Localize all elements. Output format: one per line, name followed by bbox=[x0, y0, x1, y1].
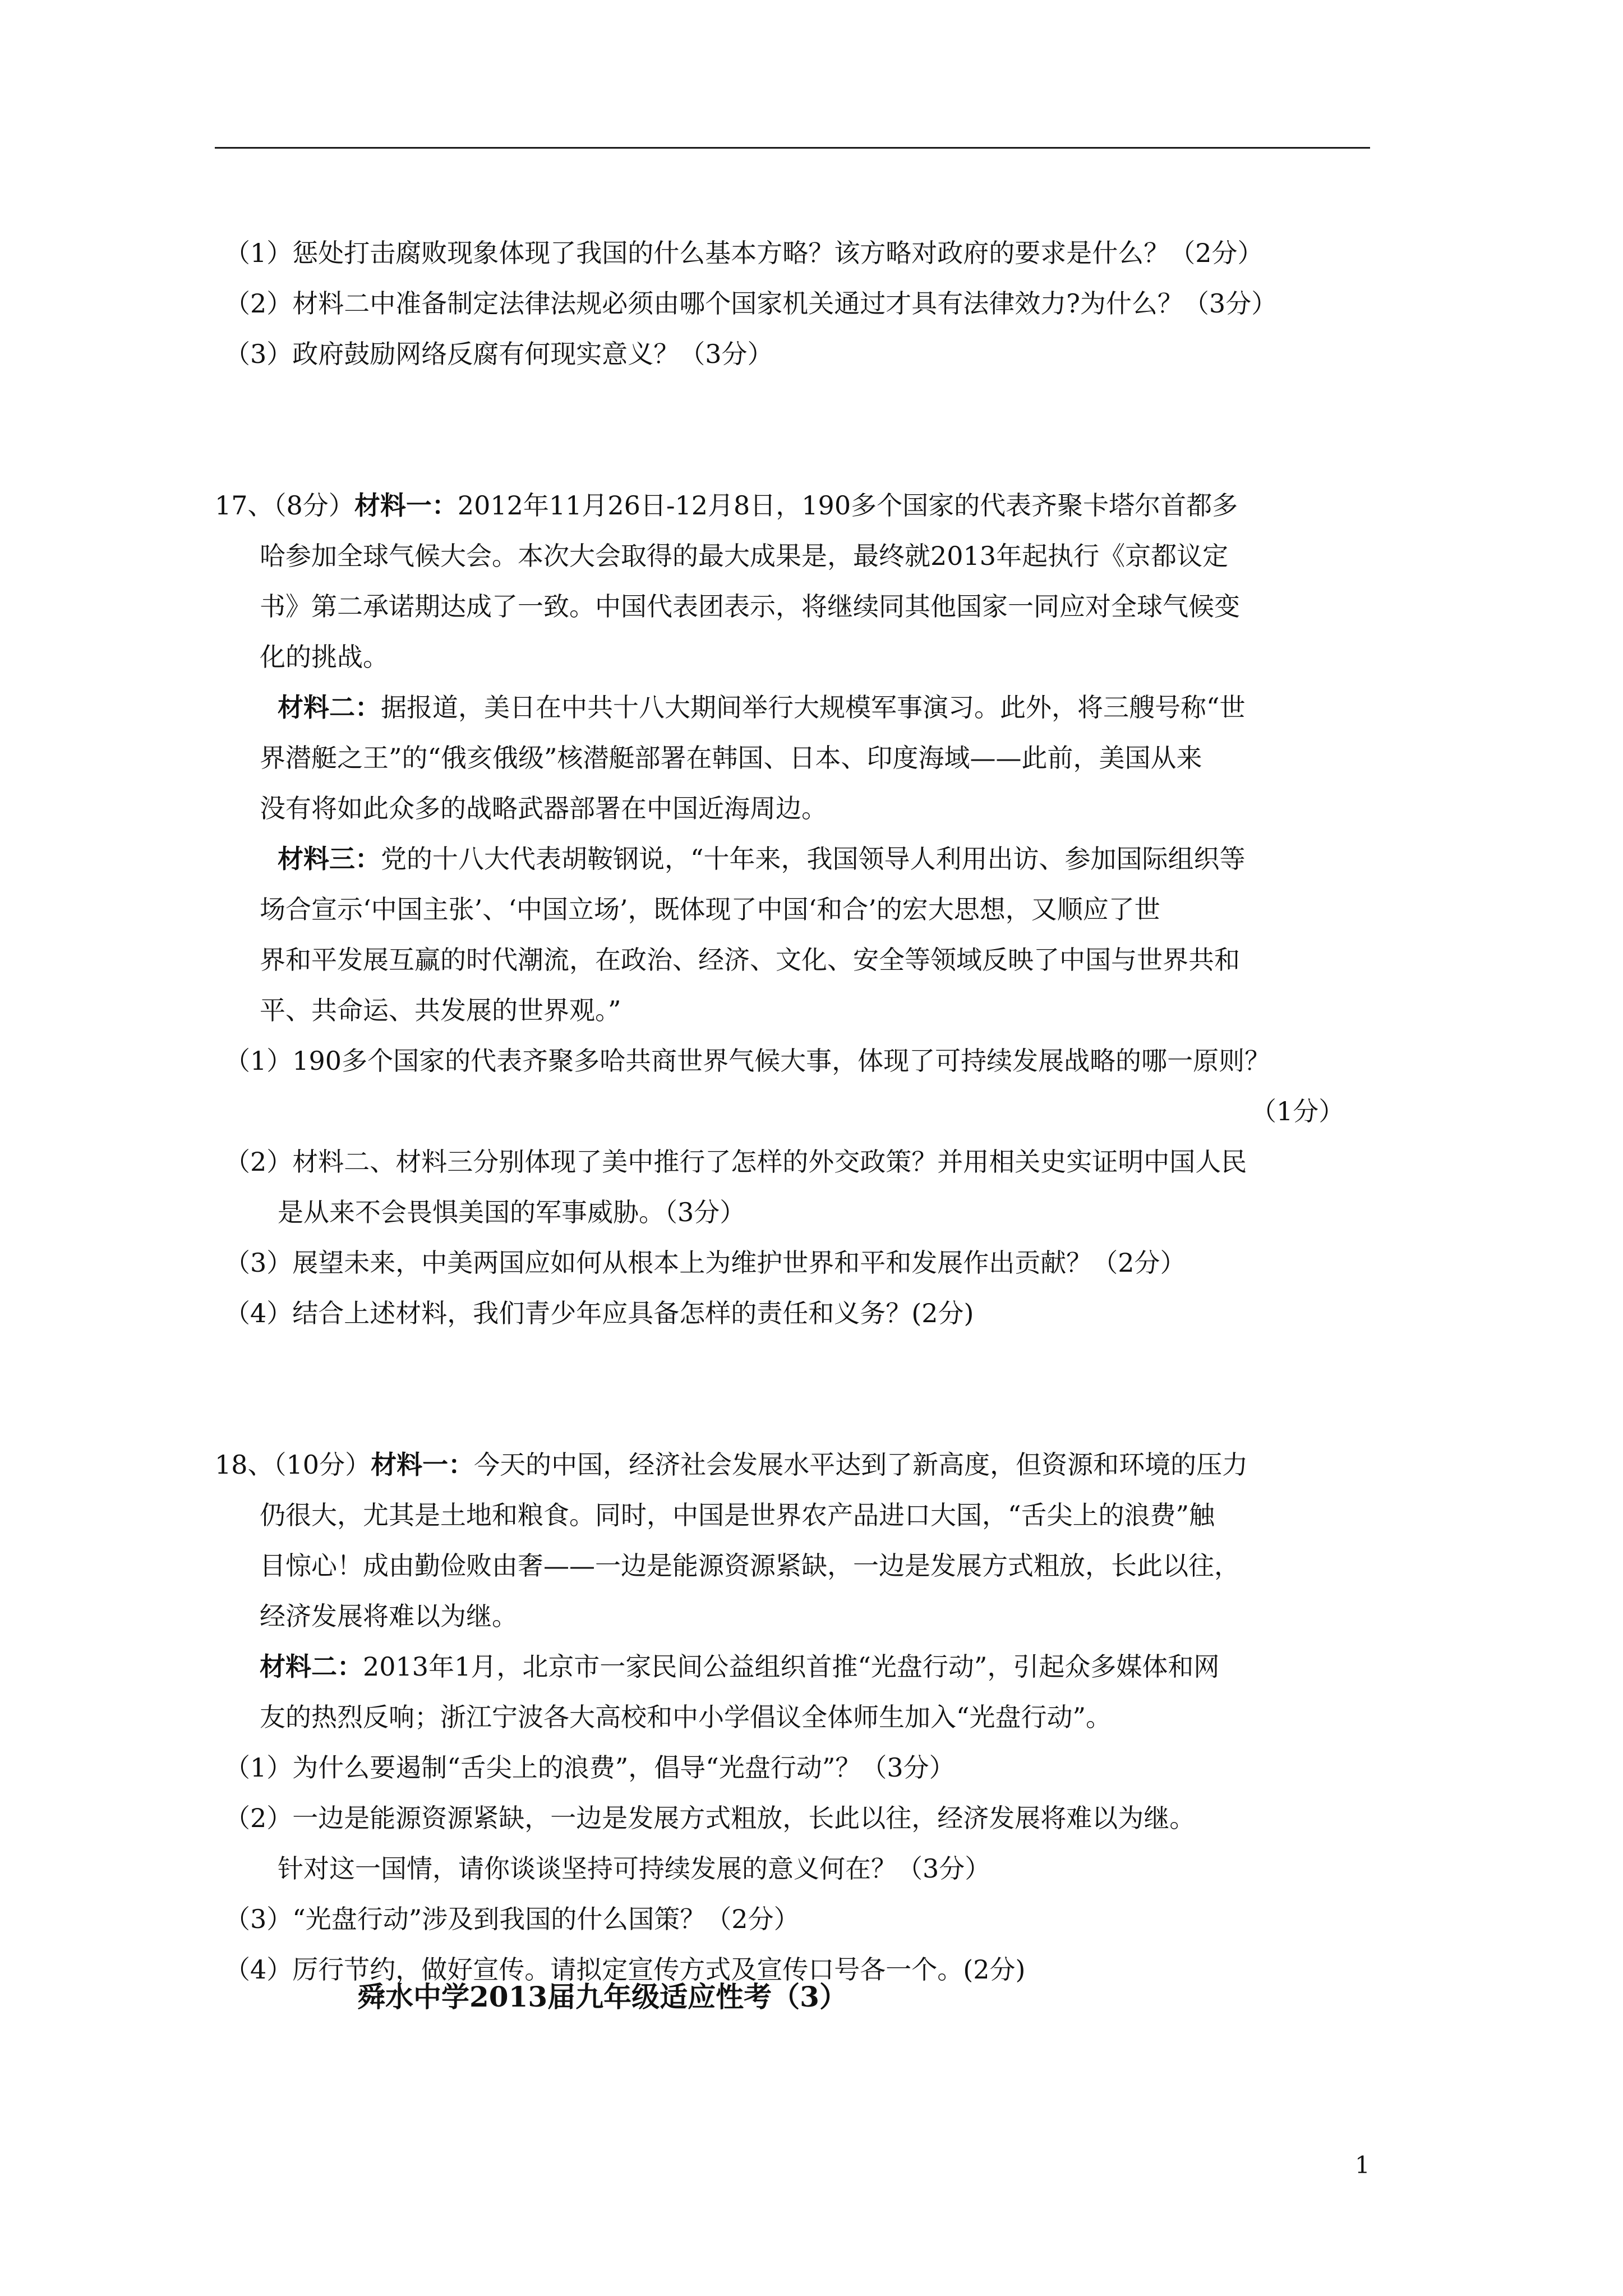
q17-material-2-line-3: 没有将如此众多的战略武器部署在中国近海周边。 bbox=[260, 793, 827, 823]
prev-question-3: （3）政府鼓励网络反腐有何现实意义？（3分） bbox=[224, 339, 773, 369]
q17-question-2-line-1: （2）材料二、材料三分别体现了美中推行了怎样的外交政策？并用相关史实证明中国人民 bbox=[224, 1147, 1247, 1177]
q18-heading: 18、（10分） bbox=[215, 1450, 371, 1480]
q17-material-3-line-2: 场合宣示‘中国主张’、‘中国立场’，既体现了中国‘和合’的宏大思想，又顺应了世 bbox=[260, 894, 1160, 924]
page-number: 1 bbox=[1355, 2151, 1370, 2179]
prev-question-1: （1）惩处打击腐败现象体现了我国的什么基本方略？该方略对政府的要求是什么？（2分） bbox=[224, 238, 1264, 268]
q17-heading: 17、（8分） bbox=[215, 490, 354, 521]
q17-question-2-line-2: 是从来不会畏惧美国的军事威胁。（3分） bbox=[278, 1197, 746, 1227]
q17-question-1-score: （1分） bbox=[1251, 1096, 1345, 1126]
q17-material-3-label: 材料三： bbox=[278, 844, 381, 874]
q18-material-2-line-1 bbox=[260, 1651, 1219, 1682]
q17-material-2-line-2: 界潜艇之王”的“俄亥俄级”核潜艇部署在韩国、日本、印度海域——此前，美国从来 bbox=[260, 743, 1202, 773]
q18-material-2-line-2: 友的热烈反响；浙江宁波各大高校和中小学倡议全体师生加入“光盘行动”。 bbox=[260, 1702, 1112, 1732]
q18-material-2-text-1: 2013年1月，北京市一家民间公益组织首推“光盘行动”，引起众多媒体和网 bbox=[363, 1651, 1220, 1682]
q17-material-2-line-1 bbox=[278, 692, 1246, 723]
q18-material-1-line-4: 经济发展将难以为继。 bbox=[260, 1601, 518, 1631]
q17-material-3-line-4: 平、共命运、共发展的世界观。” bbox=[260, 995, 621, 1025]
q18-question-3: （3）“光盘行动”涉及到我国的什么国策？（2分） bbox=[224, 1904, 800, 1934]
q18-material-1-text-1: 今天的中国，经济社会发展水平达到了新高度，但资源和环境的压力 bbox=[474, 1450, 1248, 1480]
q17-material-2-text-1: 据报道，美日在中共十八大期间举行大规模军事演习。此外，将三艘号称“世 bbox=[381, 692, 1246, 723]
q18-material-2-label: 材料二： bbox=[260, 1651, 363, 1682]
q17-question-1: （1）190多个国家的代表齐聚多哈共商世界气候大事，体现了可持续发展战略的哪一原则？ bbox=[224, 1046, 1271, 1076]
q17-material-3-line-3: 界和平发展互赢的时代潮流，在政治、经济、文化、安全等领域反映了中国与世界共和 bbox=[260, 945, 1240, 975]
q17-material-1-label: 材料一： bbox=[354, 490, 458, 521]
q17-material-1-text-1: 2012年11月26日-12月8日，190多个国家的代表齐聚卡塔尔首都多 bbox=[457, 490, 1238, 521]
q17-question-4: （4）结合上述材料，我们青少年应具备怎样的责任和义务？(2分) bbox=[224, 1298, 974, 1328]
q18-material-1-line-3: 目惊心！成由勤俭败由奢——一边是能源资源紧缺，一边是发展方式粗放，长此以往， bbox=[260, 1550, 1240, 1581]
exam-title: 舜水中学2013届九年级适应性考（3） bbox=[357, 1980, 847, 2013]
q17-material-1-line-2: 哈参加全球气候大会。本次大会取得的最大成果是，最终就2013年起执行《京都议定 bbox=[260, 541, 1229, 571]
q18-material-1-line-1 bbox=[215, 1449, 1248, 1480]
q17-material-1-line-1 bbox=[215, 490, 1238, 521]
q18-question-2-line-1: （2）一边是能源资源紧缺，一边是发展方式粗放，长此以往，经济发展将难以为继。 bbox=[224, 1803, 1196, 1833]
q18-question-4: （4）厉行节约，做好宣传。请拟定宣传方式及宣传口号各一个。(2分) bbox=[224, 1954, 1026, 1985]
prev-question-2: （2）材料二中准备制定法律法规必须由哪个国家机关通过才具有法律效力?为什么？（3分） bbox=[224, 288, 1278, 319]
q17-material-1-line-3: 书》第二承诺期达成了一致。中国代表团表示，将继续同其他国家一同应对全球气候变 bbox=[260, 591, 1240, 622]
header-rule bbox=[215, 147, 1370, 149]
q17-material-1-line-4: 化的挑战。 bbox=[260, 642, 389, 672]
q18-material-1-label: 材料一： bbox=[371, 1450, 474, 1480]
q18-material-1-line-2: 仍很大，尤其是土地和粮食。同时，中国是世界农产品进口大国，“舌尖上的浪费”触 bbox=[260, 1500, 1215, 1530]
q18-question-2-line-2: 针对这一国情，请你谈谈坚持可持续发展的意义何在？（3分） bbox=[278, 1853, 991, 1884]
q17-material-2-label: 材料二： bbox=[278, 692, 381, 723]
q18-question-1: （1）为什么要遏制“舌尖上的浪费”，倡导“光盘行动”？（3分） bbox=[224, 1752, 955, 1783]
q17-material-3-line-1 bbox=[278, 843, 1246, 875]
q17-material-3-text-1: 党的十八大代表胡鞍钢说，“十年来，我国领导人利用出访、参加国际组织等 bbox=[381, 844, 1246, 874]
q17-question-3: （3）展望未来，中美两国应如何从根本上为维护世界和平和发展作出贡献？（2分） bbox=[224, 1248, 1186, 1278]
